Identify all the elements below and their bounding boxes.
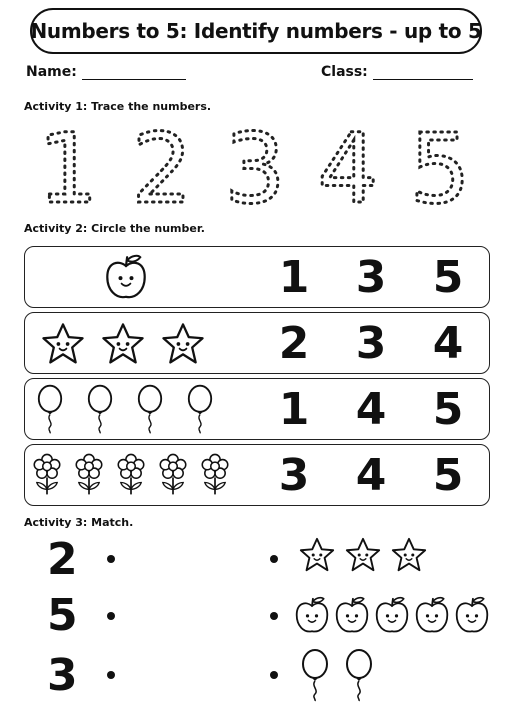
match-number: 5 [47,590,78,641]
match-dot-left[interactable] [107,671,115,679]
apple-icon [294,594,330,636]
trace-digit-5[interactable]: 5 [409,113,471,210]
star-icon [100,321,146,367]
apple-icon [374,594,410,636]
row-2-pictures [40,321,206,367]
balloon-icon [186,383,214,435]
option-number[interactable]: 1 [278,252,310,303]
match-dot-right[interactable] [270,671,278,679]
class-label: Class: [321,64,368,80]
option-number[interactable]: 4 [355,450,387,501]
star-icon [160,321,206,367]
apple-icon [334,594,370,636]
star-icon [40,321,86,367]
trace-digit-2[interactable]: 2 [131,113,193,210]
option-number[interactable]: 4 [355,384,387,435]
balloon-icon [86,383,114,435]
option-number[interactable]: 3 [355,252,387,303]
match-dot-left[interactable] [107,612,115,620]
option-number[interactable]: 3 [278,450,310,501]
star-icon [390,536,428,574]
star-icon [298,536,336,574]
balloon-icon [136,383,164,435]
activity-3-heading: Activity 3: Match. [24,516,134,529]
circle-row-1 [24,246,490,308]
option-number[interactable]: 5 [432,252,464,303]
match-picture-balloons [300,648,374,702]
match-picture-apples [294,594,490,636]
star-icon [344,536,382,574]
match-picture-stars [298,536,428,574]
match-dot-left[interactable] [107,555,115,563]
activity-1-heading: Activity 1: Trace the numbers. [24,100,212,113]
row-3-pictures [36,383,214,435]
option-number[interactable]: 1 [278,384,310,435]
balloon-icon [344,648,374,702]
balloon-icon [300,648,330,702]
trace-digit-1[interactable]: 1 [37,113,99,210]
option-number[interactable]: 3 [355,318,387,369]
class-line[interactable] [373,79,473,80]
flower-icon [198,449,232,499]
name-line[interactable] [82,79,186,80]
apple-icon [454,594,490,636]
balloon-icon [36,383,64,435]
title-banner [30,8,482,54]
worksheet-title: Numbers to 5: Identify numbers - up to 5 [30,19,482,43]
flower-icon [156,449,190,499]
match-number: 3 [47,650,78,701]
row-4-pictures [30,449,232,499]
option-number[interactable]: 5 [432,384,464,435]
trace-digit-4[interactable]: 4 [317,113,379,210]
match-dot-right[interactable] [270,555,278,563]
name-label: Name: [26,64,77,80]
row-1-pictures [104,252,148,302]
flower-icon [114,449,148,499]
trace-digits [0,110,512,210]
flower-icon [30,449,64,499]
match-dot-right[interactable] [270,612,278,620]
activity-2-heading: Activity 2: Circle the number. [24,222,205,235]
apple-icon [104,252,148,302]
apple-icon [414,594,450,636]
option-number[interactable]: 2 [278,318,310,369]
option-number[interactable]: 5 [432,450,464,501]
option-number[interactable]: 4 [432,318,464,369]
flower-icon [72,449,106,499]
trace-digit-3[interactable]: 3 [224,113,286,210]
match-number: 2 [47,534,78,585]
